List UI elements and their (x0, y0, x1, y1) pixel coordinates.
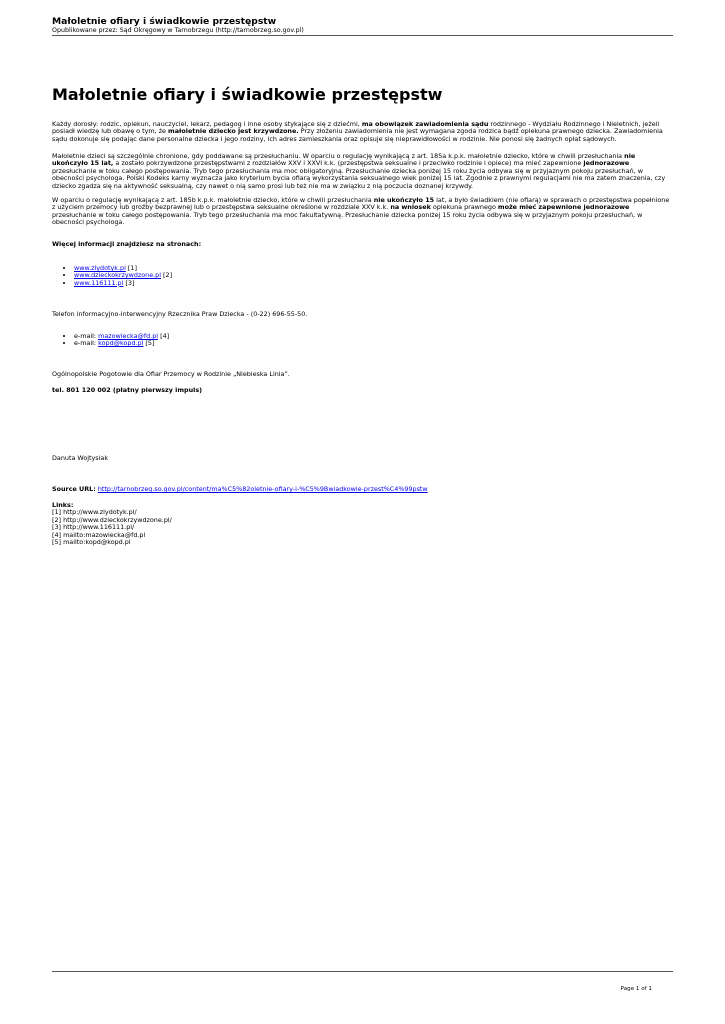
source-url-link[interactable]: http://tarnobrzeg.so.gov.pl/content/ma%C5%82oletnie-ofiary-i-%C5%9Bwiadkowie-przest%C4%99pstw (97, 485, 428, 493)
footer-divider (52, 971, 673, 972)
links-label: Links: (52, 501, 74, 509)
site-title: Małoletnie ofiary i świadkowie przestępstw (52, 16, 277, 27)
more-info-heading: Więcej informacji znajdziesz na stronach: (52, 240, 202, 248)
emails-list (52, 333, 169, 348)
site-link-dzieckokrzywdzone[interactable]: www.dzieckokrzywdzone.pl (74, 271, 161, 280)
footnote-link: [5] mailto:kopd@kopd.pl (52, 538, 131, 547)
p2-text-1: Małoletnie dzieci są szczególnie chronione, gdy poddawane są przesłuchaniu. W oparciu o regulację wynikającą z art. 185a k.p.k. małoletnie dziecko, które w chwili przesłuchania (52, 152, 625, 160)
p3-bold-2: na wniosek (390, 203, 431, 212)
list-item (74, 340, 169, 347)
ref-marker: [5] (143, 339, 155, 348)
p3-bold-1: nie ukończyło 15 (373, 196, 435, 204)
footnote-link: [2] http://www.dzieckokrzywdzone.pl/ (52, 515, 172, 524)
p3-text-1: W oparciu o regulację wynikającą z art. 185b k.p.k. małoletnie dziecko, które w chwili przesłuchania (52, 196, 374, 204)
header-divider (52, 35, 673, 36)
helpline-name: Ogólnopolskie Pogotowie dla Ofiar Przemocy w Rodzinie „Niebieska Linia”. (52, 370, 290, 378)
paragraph-art-185b (52, 197, 672, 227)
p3-bold-3: może mieć zapewnione jednorazowe (497, 203, 630, 212)
publisher-line: Opublikowane przez: Sąd Okręgowy w Tarnobrzegu (http://tarnobrzeg.so.gov.pl) (52, 27, 304, 34)
p2-text-2: a zostało pokrzywdzone przestępstwami z rozdziałów XXV i XXVI k.k. (przestępstwa seksualne i przeciwko rodzinie i opiece) ma mieć zapewnione (113, 159, 584, 168)
p1-bold-2: małoletnie dziecko jest krzywdzone. (168, 127, 299, 136)
p3-text-3: opiekuna prawnego (430, 203, 498, 212)
site-link-zlydotyk[interactable]: www.zlydotyk.pl (74, 264, 126, 272)
ref-marker: [4] (158, 332, 170, 340)
p1-text-2: rodzinnego - Wydziału Rodzinnego i Nieletnich, jeżeli posiadł wiedzę lub obawę o tym, że (52, 120, 660, 136)
p2-bold-2: jednorazowe (583, 159, 630, 168)
paragraph-obligation (52, 121, 672, 143)
p1-bold-1: ma obowiązek zawiadomienia sądu (361, 120, 489, 128)
source-url-label: Source URL: (52, 485, 96, 493)
page-title: Małoletnie ofiary i świadkowie przestępstw (52, 85, 443, 104)
p1-text-3: Przy złożeniu zawiadomienia nie jest wymagana zgoda rodzica bądź opiekuna prawnego dziecka. Zawiadomienia sądu dokonuje się podając dane personalne dziecka i jego rodziny, ich adres zamieszkania oraz opisuje się nieprawidłowości w rodzinie. Nie ponosi się żadnych opłat sądowych. (52, 127, 663, 143)
p3-text-4: przesłuchanie w toku całego postępowania. Tryb tego przesłuchania ma moc fakultatywną. Przesłuchanie dziecka poniżej 15 roku życia odbywa się w przyjaznym pokoju przesłuchań, w obecności psychologa. (52, 210, 643, 227)
helpline-phone: tel. 801 120 002 (płatny pierwszy impuls) (52, 386, 203, 394)
sites-list (52, 265, 172, 287)
paragraph-art-185a (52, 153, 672, 190)
author-name: Danuta Wojtysiak (52, 454, 109, 462)
email-prefix: e-mail: (74, 339, 99, 348)
source-url-line (52, 486, 428, 493)
footnote-link: [3] http://www.116111.pl/ (52, 523, 135, 532)
p2-bold-1: nie ukończyło 15 lat, (52, 152, 636, 168)
p2-text-3: przesłuchanie w toku całego postępowania. Tryb tego przesłuchania ma moc obligatoryjną. Przesłuchanie dziecka poniżej 15 roku życia odbywa się w przyjaznym pokoju przesłuchań, w obecności psychologa. Polski Kodeks karny wyznacza jako kryterium bycia ofiarą wykorzystania seksualnego wiek poniżej 15 lat. Zgodnie z prawnymi regulacjami nie ma zatem znaczenia, czy dziecko zgadza się na aktywność seksualną, czy nawet o nią samo prosi lub też nie ma w związku z nią poczucia doznanej krzywdy. (52, 166, 666, 190)
ref-marker: [2] (161, 271, 173, 280)
p3-text-2: lat, a było świadkiem (nie ofiarą) w sprawach o przestępstwa popełnione z użyciem przemocy lub groźby bezprawnej lub o przestępstwa seksualne określone w rozdziale XXV k.k. (52, 196, 670, 212)
footnote-link: [1] http://www.zlydotyk.pl/ (52, 508, 137, 517)
phone-line-text: Telefon informacyjno-interwencyjny Rzecznika Praw Dziecka - (0-22) 696-55-50. (52, 310, 308, 318)
list-item (74, 280, 172, 287)
email-link-kopd[interactable]: kopd@kopd.pl (98, 339, 144, 348)
p1-text-1: Każdy dorosły: rodzic, opiekun, nauczyciel, lekarz, pedagog i inne osoby stykające się z dziećmi, (52, 120, 362, 128)
page-number: Page 1 of 1 (620, 986, 652, 992)
footnote-link: [4] mailto:mazowiecka@fd.pl (52, 530, 146, 539)
ref-marker: [3] (123, 278, 135, 287)
links-footnotes (52, 502, 172, 546)
email-prefix: e-mail: (74, 332, 99, 340)
site-link-116111[interactable]: www.116111.pl (74, 278, 124, 287)
email-link-mazowiecka[interactable]: mazowiecka@fd.pl (98, 332, 159, 340)
ref-marker: [1] (125, 264, 137, 272)
